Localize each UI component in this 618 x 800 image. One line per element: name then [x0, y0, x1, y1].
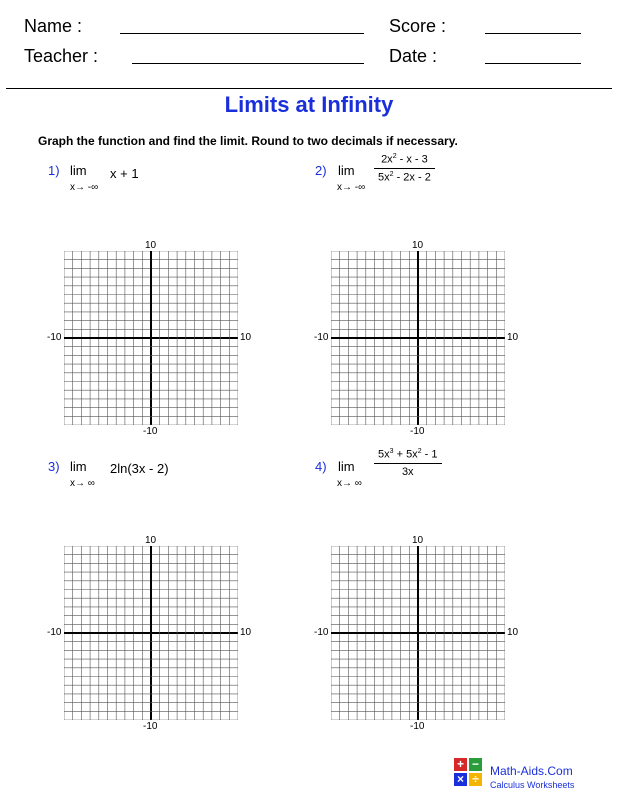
limit-approach: x→ ∞	[70, 478, 95, 489]
name-field[interactable]	[120, 33, 364, 34]
header-divider	[6, 88, 612, 89]
worksheet-title: Limits at Infinity	[224, 92, 394, 117]
limit-operator: lim	[70, 163, 87, 178]
x-axis-max-label: 10	[240, 627, 252, 638]
y-axis-max-label: 10	[145, 535, 157, 546]
rational-expression	[374, 448, 442, 478]
coordinate-grid[interactable]	[64, 546, 238, 720]
divide-icon: ÷	[469, 773, 482, 786]
teacher-label: Teacher :	[24, 46, 99, 66]
numerator: $5x^3 + 5x^2 - 1$	[378, 448, 438, 461]
limit-expression: 2ln(3x - 2)	[110, 461, 169, 476]
coordinate-grid[interactable]	[331, 251, 505, 425]
math-aids-logo	[454, 758, 484, 788]
footer-tagline: Calculus Worksheets	[490, 780, 575, 790]
limit-operator: lim	[338, 163, 355, 178]
y-axis-min-label: -10	[143, 426, 158, 437]
score-label: Score :	[389, 16, 447, 36]
numerator: $2x^2$ - x - 3	[381, 153, 428, 166]
problem-number: 4)	[315, 459, 327, 474]
x-axis-min-label: -10	[47, 332, 62, 343]
minus-icon: −	[469, 758, 482, 771]
instructions: Graph the function and find the limit. Round to two decimals if necessary.	[38, 134, 458, 148]
times-icon: ×	[454, 773, 467, 786]
teacher-field[interactable]	[132, 63, 364, 64]
footer-brand: Math-Aids.Com	[490, 764, 573, 778]
problem-number: 1)	[48, 163, 60, 178]
plus-icon: +	[454, 758, 467, 771]
y-axis-max-label: 10	[412, 240, 424, 251]
denominator: $5x^2 - 2x - 2$	[378, 170, 431, 184]
limit-approach: x→ -∞	[70, 182, 99, 193]
limit-approach: x→ -∞	[337, 182, 366, 193]
date-label: Date :	[389, 46, 438, 66]
y-axis-max-label: 10	[412, 535, 424, 546]
score-field[interactable]	[485, 33, 581, 34]
name-label: Name :	[24, 16, 83, 36]
y-axis-min-label: -10	[410, 426, 425, 437]
problem-number: 3)	[48, 459, 60, 474]
x-axis-max-label: 10	[507, 332, 519, 343]
y-axis-min-label: -10	[143, 721, 158, 732]
coordinate-grid[interactable]	[64, 251, 238, 425]
date-field[interactable]	[485, 63, 581, 64]
x-axis-min-label: -10	[314, 332, 329, 343]
x-axis-min-label: -10	[314, 627, 329, 638]
limit-expression: x + 1	[110, 166, 139, 181]
x-axis-max-label: 10	[240, 332, 252, 343]
limit-operator: lim	[338, 459, 355, 474]
problem-number: 2)	[315, 163, 327, 178]
x-axis-max-label: 10	[507, 627, 519, 638]
coordinate-grid[interactable]	[331, 546, 505, 720]
y-axis-max-label: 10	[145, 240, 157, 251]
denominator: 3x	[401, 465, 414, 478]
rational-expression	[374, 153, 435, 183]
x-axis-min-label: -10	[47, 627, 62, 638]
limit-operator: lim	[70, 459, 87, 474]
y-axis-min-label: -10	[410, 721, 425, 732]
limit-approach: x→ ∞	[337, 478, 362, 489]
